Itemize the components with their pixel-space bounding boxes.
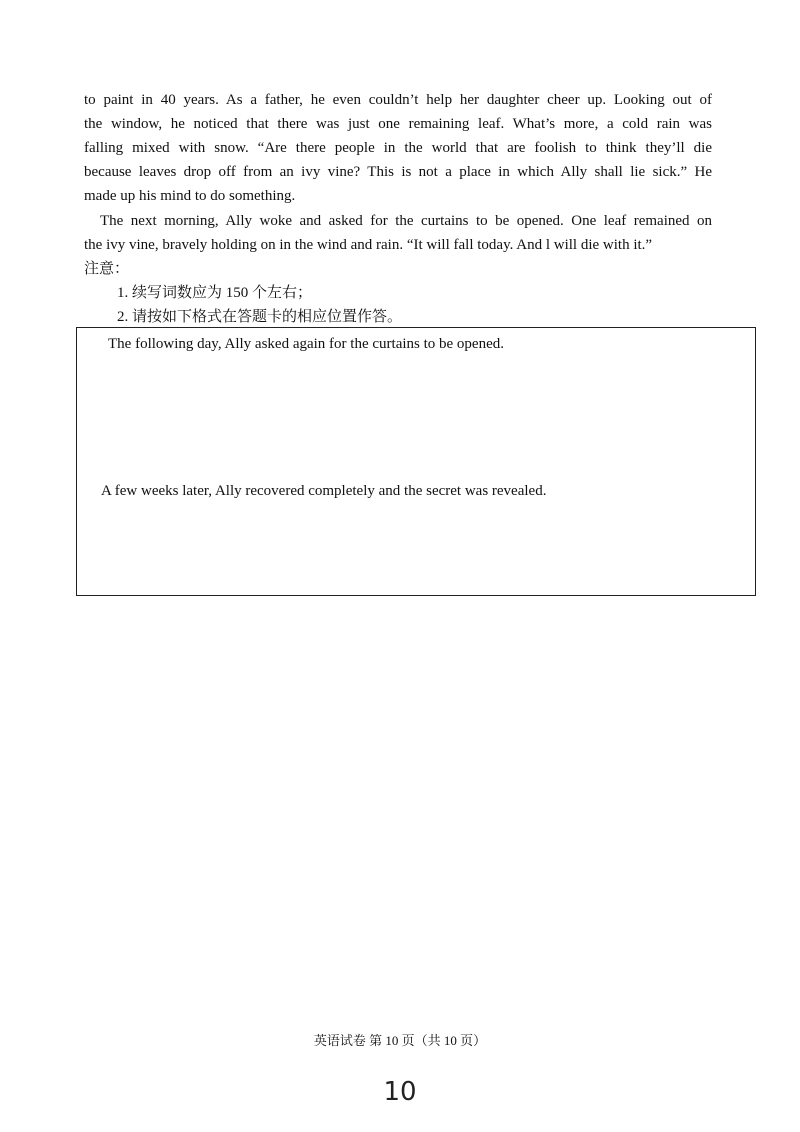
passage-line: made up his mind to do something. <box>84 188 296 204</box>
passage-line: because leaves drop off from an ivy vine? This is not a place in which Ally shall lie sick.” He <box>84 164 712 180</box>
note-item: 2. 请按如下格式在答题卡的相应位置作答。 <box>117 309 403 325</box>
notes-heading: 注意： <box>84 261 130 277</box>
page-number: 10 <box>383 1077 417 1107</box>
passage-line: falling mixed with snow. “Are there people in the world that are foolish to think they’ll die <box>84 140 712 156</box>
passage-line: the window, he noticed that there was just one remaining leaf. What’s more, a cold rain was <box>84 116 712 132</box>
second-paragraph-sentence: A few weeks later, Ally recovered completely and the secret was revealed. <box>101 483 547 499</box>
passage-line: to paint in 40 years. As a father, he even couldn’t help her daughter cheer up. Looking out of <box>84 92 712 108</box>
passage-line: The next morning, Ally woke and asked for the curtains to be opened. One leaf remained on <box>100 213 712 229</box>
passage-line: the ivy vine, bravely holding on in the wind and rain. “It will fall today. And l will die with it.” <box>84 237 653 253</box>
page-footer: 英语试卷 第 10 页（共 10 页） <box>313 1033 487 1048</box>
opening-sentence: The following day, Ally asked again for the curtains to be opened. <box>108 336 504 352</box>
note-item: 1. 续写词数应为 150 个左右； <box>117 285 313 301</box>
answer-box[interactable] <box>76 327 756 596</box>
